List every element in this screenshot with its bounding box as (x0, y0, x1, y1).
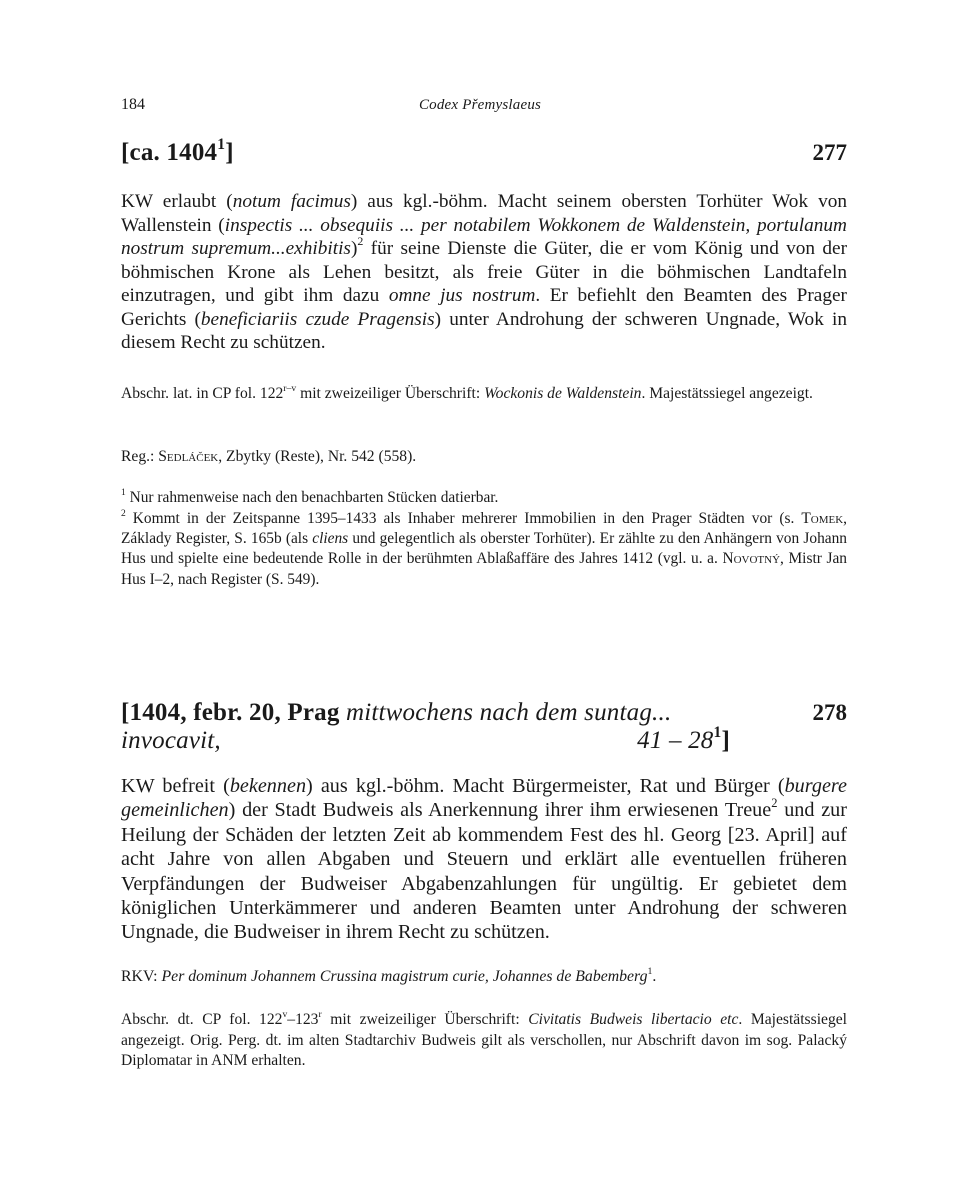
text-run: , Základy Register, S. 165b (als (121, 510, 847, 548)
latin-quote: Per dominum Johannem Crussina magistrum curie, Johannes de Babemberg (161, 968, 648, 985)
author-name: Novotný (722, 550, 781, 568)
latin-quote: inspectis ... obsequiis ... per notabilem Wokkonem de Waldenstein, portulanum nostrum supremum...exhibitis (121, 214, 847, 259)
footnote-number: 2 (121, 507, 126, 519)
doc278-date-close: ] (721, 727, 730, 754)
text-run: ) der Stadt Budweis als Anerkennung ihrer ihm erwiesenen Treue (228, 799, 772, 822)
text-run: Abschr. lat. in CP fol. 122 (121, 385, 284, 402)
folio-sup: r (318, 1008, 322, 1020)
latin-quote: Civitatis Budweis libertacio etc (528, 1011, 739, 1028)
doc278-date-itinerary: 41 – 28 (637, 727, 714, 754)
text-run: –123 (287, 1011, 319, 1028)
text-run: Nur rahmenweise nach den benachbarten Stücken datierbar. (125, 489, 499, 506)
footnote-ref: 1 (647, 965, 653, 977)
text-run: mit zweizeiliger Überschrift: (321, 1011, 529, 1028)
doc278-chancery-note (121, 967, 847, 987)
text-run: Reg.: (121, 448, 159, 465)
latin-quote: beneficiariis czude Pragensis (200, 308, 435, 330)
footnote-number: 1 (121, 486, 126, 498)
text-run: . Er befiehlt den Beamten des Prager Gerichts ( (121, 285, 847, 330)
author-name: Sedláček (158, 448, 219, 465)
doc278-date-bold: [1404, febr. 20, Prag (121, 699, 346, 726)
doc277-date-footnote-ref: 1 (217, 136, 226, 154)
folio-sup: r–v (283, 382, 297, 394)
text-run: ) unter Androhung der schweren Ungnade, Wok in diesem Recht zu schützen. (121, 308, 847, 353)
folio-sup: v (282, 1008, 288, 1020)
text-run: . (652, 968, 657, 985)
text-run: Abschr. dt. CP fol. 122 (121, 1011, 283, 1028)
text-run: mit zweizeiliger Überschrift: (296, 385, 485, 402)
doc277-footnote-1 (121, 488, 847, 508)
footnote-ref: 2 (771, 796, 778, 811)
text-run: , Zbytky (Reste), Nr. 542 (558). (218, 448, 417, 465)
doc278-regest (121, 774, 847, 945)
page-number: 184 (121, 96, 145, 113)
text-run: . Majestätssiegel angezeigt. (641, 385, 813, 402)
doc277-transmission-note (121, 384, 847, 404)
text-run: RKV: (121, 968, 162, 985)
text-run: Kommt in der Zeitspanne 1395–1433 als Inhaber mehrerer Immobilien in den Prager Städten vor (s. (125, 510, 802, 527)
text-run: , Mistr Jan Hus I–2, nach Register (S. 549). (121, 550, 847, 588)
doc278-date-italic: mittwochens nach dem suntag... invocavit, (121, 699, 672, 754)
text-run: KW erlaubt ( (121, 191, 233, 212)
latin-quote: notum facimus (232, 191, 351, 212)
german-quote: burgere gemeinlichen (121, 775, 847, 822)
running-title: Codex Přemyslaeus (418, 97, 542, 113)
doc277-regest (121, 190, 847, 355)
doc277-date-suffix: ] (225, 139, 234, 166)
doc278-date-footnote-ref: 1 (713, 724, 722, 742)
text-run: und gelegentlich als oberster Torhüter). Er zählte zu den Anhängern von Johann Hus und spielte eine bedeutende Rolle in der berühmten Ablaßaffäre des Jahres 1412 (vgl. u. a. (121, 530, 847, 568)
doc277-date (121, 136, 234, 167)
text-run: und zur Heilung der Schäden der letzten Zeit ab kommendem Fest des hl. Georg [23. April] auf acht Jahre von allen Abgaben und Steuern und erklärt alle eventuellen früheren Verpfändungen der Budweiser Abgabenzahlungen für ungültig. Er gebietet dem königlichen Unterkämmerer und anderen Beamten unter Androhung der schweren Ungnade, die Budweiser in ihrem Recht zu schützen. (121, 799, 847, 944)
text-run: ) aus kgl.-böhm. Macht Bürgermeister, Rat und Bürger ( (306, 775, 785, 797)
text-run: für seine Dienste die Güter, die er vom König und von der böhmischen Krone als Lehen besitzt, als freie Güter in die böhmischen Landtafeln einzutragen, und gibt ihm dazu (121, 238, 847, 306)
german-quote: bekennen (229, 775, 307, 797)
text-run: ) (350, 238, 358, 259)
doc277-date-prefix: [ca. 1404 (121, 139, 218, 166)
doc277-regest-reference (121, 447, 847, 467)
text-run: ) aus kgl.-böhm. Macht seinem obersten Torhüter Wok von Wallenstein ( (121, 191, 847, 236)
author-name: Tomek (801, 510, 844, 527)
doc278-transmission-note (121, 1010, 847, 1072)
doc277-footnote-2 (121, 509, 847, 590)
latin-quote: Wockonis de Waldenstein (484, 385, 642, 402)
text-run: . Majestätssiegel angezeigt. Orig. Perg. dt. im alten Stadtarchiv Budweis gilt als verschollen, nur Abschrift davon im sog. Palacký Diplomatar in ANM erhalten. (121, 1011, 847, 1069)
footnote-ref: 2 (357, 234, 364, 249)
doc278-number: 278 (812, 700, 847, 725)
doc277-number: 277 (812, 140, 847, 165)
text-run: KW befreit ( (121, 775, 230, 797)
latin-quote: cliens (312, 530, 349, 548)
latin-quote: omne jus nostrum (388, 285, 536, 306)
